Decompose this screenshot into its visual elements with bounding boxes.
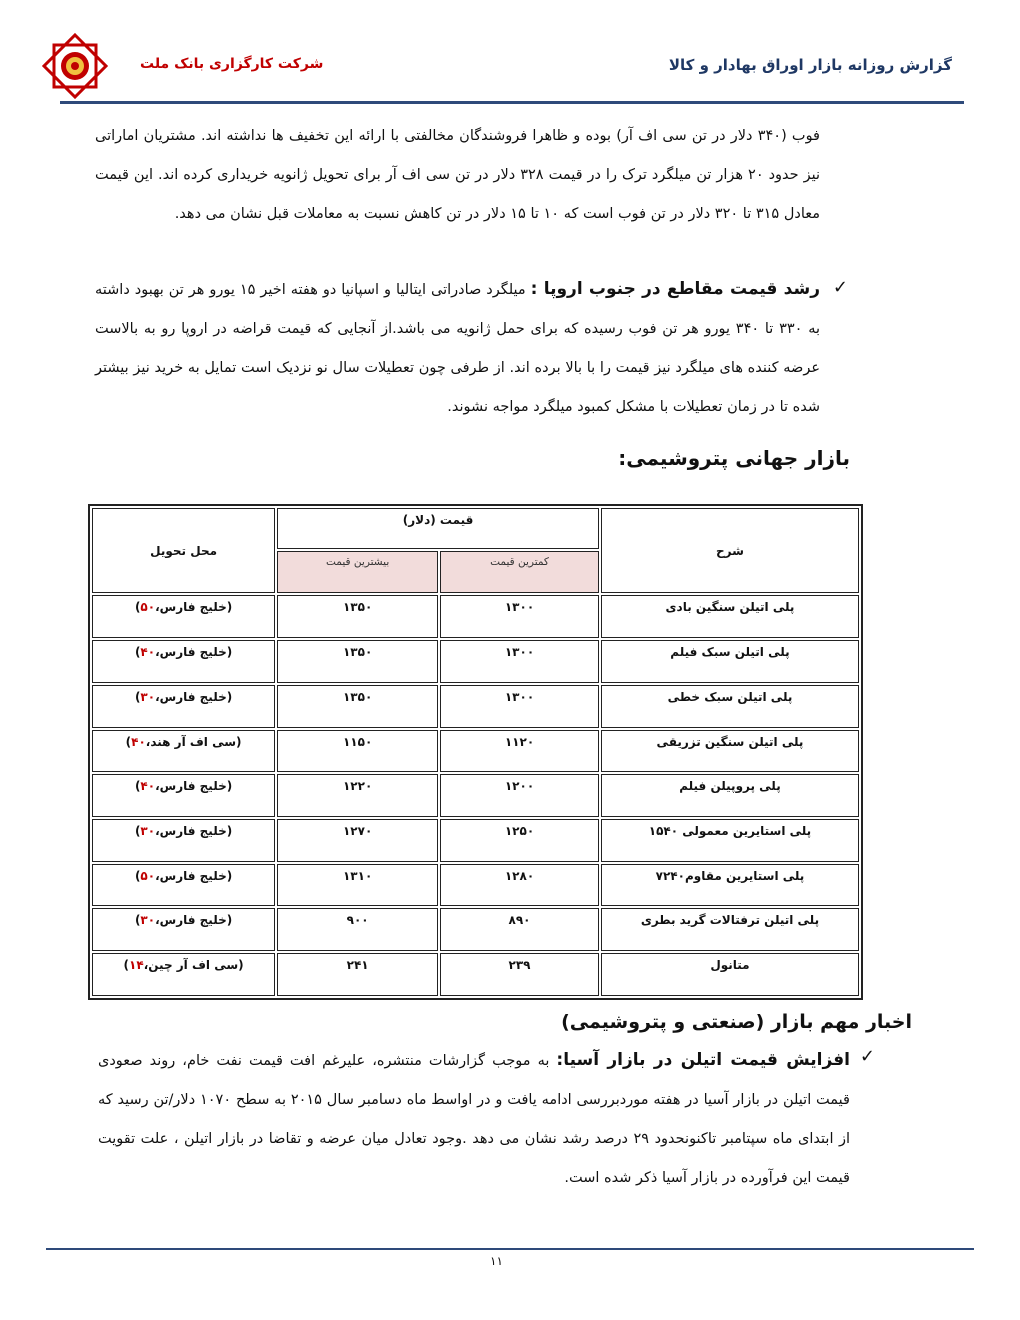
cell-min: ۱۳۰۰ (440, 685, 599, 728)
cell-min: ۱۲۰۰ (440, 774, 599, 817)
cell-desc: متانول (601, 953, 859, 996)
cell-desc: پلی اتیلن ترفتالات گرید بطری (601, 908, 859, 951)
cell-desc: پلی استایرین معمولی ۱۵۴۰ (601, 819, 859, 862)
table-row (92, 819, 859, 862)
delivery-code: ۴۰ (140, 779, 156, 794)
cell-delivery: (خلیج فارس،۵۰) (92, 864, 275, 907)
cell-desc: پلی اتیلن سبک فیلم (601, 640, 859, 683)
delivery-code: ۵۰ (140, 600, 156, 615)
delivery-place: خلیج فارس، (155, 600, 227, 615)
cell-delivery: (سی اف آر هند،۴۰) (92, 730, 275, 773)
bullet-text: میلگرد صادراتی ایتالیا و اسپانیا دو هفته اخیر ۱۵ یورو هر تن بهبود داشته به ۳۳۰ تا ۳۴۰ یورو هر تن فوب رسیده که برای حمل ژانویه می باشد.از آنجایی که قیمت قراضه در اروپا رو به بالاست عرضه کننده های میلگرد نیز قیمت را با بالا برده اند. از طرفی چون تعطیلات سال نو نزدیک است تمایل به خرید نیز بیشتر شده تا در زمان تعطیلات با مشکل کمبود میلگرد مواجه نشوند. (95, 282, 821, 415)
delivery-place: خلیج فارس، (155, 689, 227, 704)
cell-max: ۱۳۵۰ (277, 595, 438, 638)
cell-delivery: (خلیج فارس،۵۰) (92, 595, 275, 638)
delivery-code: ۵۰ (140, 868, 156, 883)
cell-min: ۸۹۰ (440, 908, 599, 951)
table-row (92, 595, 859, 638)
header-desc: شرح (601, 508, 859, 593)
cell-max: ۲۴۱ (277, 953, 438, 996)
cell-min: ۱۳۰۰ (440, 595, 599, 638)
section-title-petrochemical: بازار جهانی پتروشیمی: (618, 446, 850, 470)
header-delivery: محل تحویل (92, 508, 275, 593)
bullet-lead: رشد قیمت مقاطع در جنوب اروپا : (530, 279, 821, 299)
cell-min: ۱۱۲۰ (440, 730, 599, 773)
bullet-asia-ethylene (98, 1041, 850, 1198)
cell-delivery: (خلیج فارس،۴۰) (92, 640, 275, 683)
cell-min: ۱۳۰۰ (440, 640, 599, 683)
table-row (92, 774, 859, 817)
cell-delivery: (خلیج فارس،۴۰) (92, 774, 275, 817)
check-icon: ✓ (832, 277, 848, 298)
cell-max: ۱۳۵۰ (277, 640, 438, 683)
table-row (92, 864, 859, 907)
delivery-place: سی اف آر چین، (143, 958, 239, 973)
cell-max: ۱۱۵۰ (277, 730, 438, 773)
footer-divider (46, 1248, 974, 1250)
delivery-code: ۴۰ (131, 734, 146, 749)
cell-desc: پلی اتیلن سنگین بادی (601, 595, 859, 638)
bullet-text: به موجب گزارشات منتشره، علیرغم افت قیمت نفت خام، روند صعودی قیمت اتیلن در بازار آسیا در هفته موردبررسی ادامه یافت و در اواسط ماه دسامبر سال ۲۰۱۵ به سطح ۱۰۷۰ دلار/تن رسید که از ابتدای ماه سپتامبر تاکنونحدود ۲۹ درصد رشد نشان می دهد .وجود تعادل میان عرضه و تقاضا در بازار اتیلن ، علت تقویت قیمت این فرآورده در بازار آسیا ذکر شده است. (98, 1053, 851, 1186)
cell-desc: پلی اتیلن سنگین تزریقی (601, 730, 859, 773)
table-row (92, 640, 859, 683)
cell-delivery: (خلیج فارس،۳۰) (92, 685, 275, 728)
table-row (92, 953, 859, 996)
delivery-place: خلیج فارس، (155, 824, 227, 838)
delivery-place: خلیج فارس، (155, 868, 227, 883)
header-price: قیمت (دلار) (277, 508, 599, 549)
company-name: شرکت کارگزاری بانک ملت (140, 56, 324, 72)
bullet-europe-rebar (95, 270, 820, 427)
check-icon: ✓ (859, 1046, 875, 1067)
delivery-place: خلیج فارس، (155, 645, 227, 660)
cell-desc: پلی پروپیلن فیلم (601, 774, 859, 817)
cell-min: ۱۲۸۰ (440, 864, 599, 907)
header-min-price: کمترین قیمت (440, 551, 599, 594)
page-number: ۱۱ (490, 1254, 503, 1268)
section-title-market-news: اخبار مهم بازار (صنعتی و پتروشیمی) (561, 1011, 912, 1033)
cell-min: ۲۳۹ (440, 953, 599, 996)
cell-max: ۱۲۷۰ (277, 819, 438, 862)
delivery-code: ۳۰ (140, 689, 156, 704)
delivery-code: ۴۰ (140, 645, 156, 660)
delivery-place: سی اف آر هند، (145, 734, 237, 749)
delivery-place: خلیج فارس، (155, 779, 227, 794)
cell-desc: پلی استایرین مقاوم۷۲۴۰ (601, 864, 859, 907)
delivery-code: ۳۰ (140, 824, 156, 838)
table-row (92, 730, 859, 773)
cell-max: ۱۳۱۰ (277, 864, 438, 907)
cell-delivery: (سی اف آر چین،۱۴) (92, 953, 275, 996)
cell-delivery: (خلیج فارس،۳۰) (92, 908, 275, 951)
report-title: گزارش روزانه بازار اوراق بهادار و کالا (668, 56, 952, 74)
cell-desc: پلی اتیلن سبک خطی (601, 685, 859, 728)
paragraph-steel-prices: فوب (۳۴۰ دلار در تن سی اف آر) بوده و ظاهرا فروشندگان مخالفتی با ارائه این تخفیف ها نداشته اند. مشتریان اماراتی نیز حدود ۲۰ هزار تن میلگرد ترک را در قیمت ۳۲۸ دلار در تن سی اف آر برای تحویل ژانویه خریداری کرده اند. این قیمت معادل ۳۱۵ تا ۳۲۰ دلار در تن فوب است که ۱۰ تا ۱۵ دلار در تن کاهش نسبت به معاملات قبل نشان می دهد. (95, 128, 821, 222)
cell-delivery: (خلیج فارس،۳۰) (92, 819, 275, 862)
delivery-code: ۳۰ (140, 913, 156, 928)
delivery-place: خلیج فارس، (155, 913, 227, 928)
bullet-lead: افزایش قیمت اتیلن در بازار آسیا: (556, 1050, 850, 1070)
header-divider (60, 101, 964, 104)
table-row (92, 685, 859, 728)
petrochemical-price-table (88, 504, 863, 1000)
cell-max: ۱۲۲۰ (277, 774, 438, 817)
cell-min: ۱۲۵۰ (440, 819, 599, 862)
bank-mellat-logo (42, 33, 108, 99)
cell-max: ۹۰۰ (277, 908, 438, 951)
header-max-price: بیشترین قیمت (277, 551, 438, 594)
cell-max: ۱۳۵۰ (277, 685, 438, 728)
delivery-code: ۱۴ (129, 958, 144, 973)
table-row (92, 908, 859, 951)
